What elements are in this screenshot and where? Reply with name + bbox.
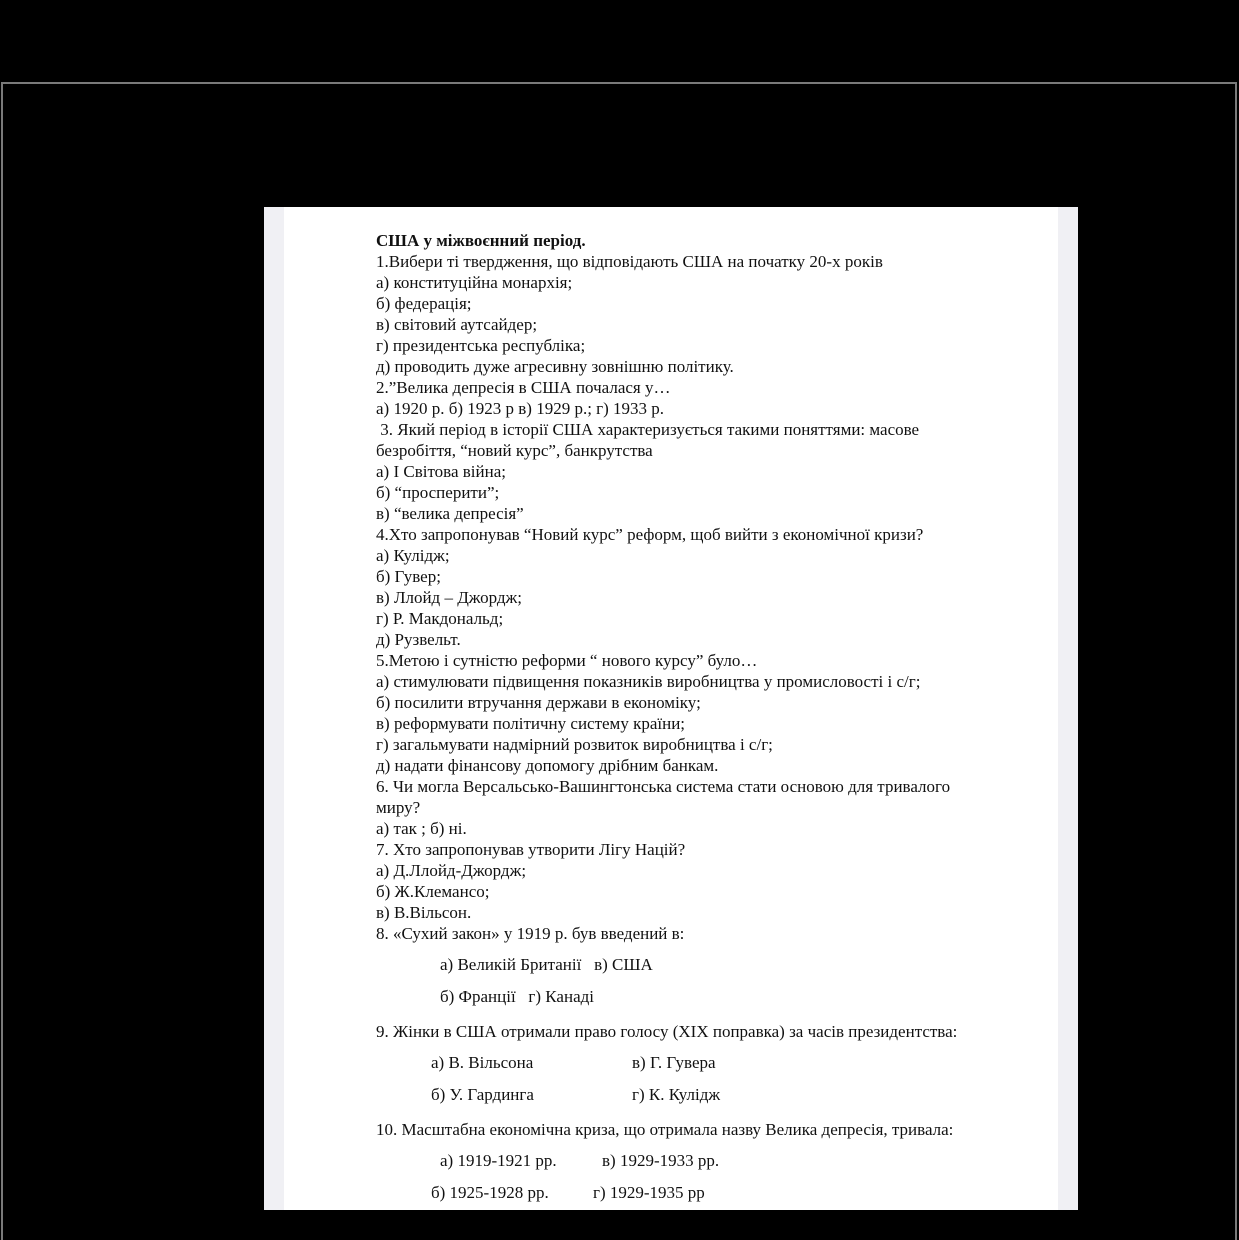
answer-row	[376, 1079, 1016, 1111]
answer-row	[376, 949, 1016, 981]
answer-option: а) конституційна монархія;	[376, 273, 573, 292]
question-2: 2.”Велика депресія в США почалася у…	[376, 378, 671, 397]
answer-row	[376, 981, 1016, 1013]
question-7: 7. Хто запропонував утворити Лігу Націй?	[376, 840, 686, 859]
question-3-line-1: 3. Який період в історії США характеризується такими поняттями: масове	[376, 420, 920, 439]
answer-option: а) 1919-1921 рр.	[440, 1151, 557, 1170]
answer-option: в) реформувати політичну систему країни;	[376, 714, 686, 733]
question-10: 10. Масштабна економічна криза, що отримала назву Велика депресія, тривала:	[376, 1120, 954, 1139]
answer-option: а) Кулідж;	[376, 546, 450, 565]
answer-options-line: а) так ; б) ні.	[376, 819, 467, 838]
answer-option: г) Р. Макдональд;	[376, 609, 504, 628]
question-1: 1.Вибери ті твердження, що відповідають США на початку 20-х років	[376, 252, 883, 271]
question-5: 5.Метою і сутністю реформи “ нового курсу” було…	[376, 651, 758, 670]
answer-option: б) федерація;	[376, 294, 472, 313]
answer-option: г) загальмувати надмірний розвиток виробництва і с/г;	[376, 735, 773, 754]
answer-option: в) Ллойд – Джордж;	[376, 588, 523, 607]
answer-option: а) стимулювати підвищення показників виробництва у промисловості і с/г;	[376, 672, 921, 691]
answer-option: а) В. Вільсона	[431, 1053, 534, 1072]
answer-option: а) Д.Ллойд-Джордж;	[376, 861, 527, 880]
question-8: 8. «Сухий закон» у 1919 р. був введений в:	[376, 924, 685, 943]
answer-option: в) Г. Гувера	[632, 1053, 716, 1072]
answer-options-line: а) 1920 р. б) 1923 р в) 1929 р.; г) 1933 р.	[376, 399, 665, 418]
answer-option: г) президентська республіка;	[376, 336, 586, 355]
answer-option: б) Франції г) Канаді	[440, 987, 594, 1006]
question-3-line-2: безробіття, “новий курс”, банкрутства	[376, 441, 653, 460]
document-sheet	[264, 207, 1078, 1210]
answer-option: а) І Світова війна;	[376, 462, 506, 481]
answer-row	[376, 1145, 1016, 1177]
question-4: 4.Хто запропонував “Новий курс” реформ, щоб вийти з економічної кризи?	[376, 525, 924, 544]
answer-option: в) “велика депресія”	[376, 504, 524, 523]
question-6-line-2: миру?	[376, 798, 421, 817]
answer-option: д) Рузвельт.	[376, 630, 461, 649]
answer-option: б) посилити втручання держави в економіку;	[376, 693, 701, 712]
document-text	[376, 230, 1016, 1209]
answer-option: в) 1929-1933 рр.	[602, 1151, 720, 1170]
top-bar	[0, 0, 1239, 82]
answer-row	[376, 1177, 1016, 1209]
answer-option: б) Ж.Клемансо;	[376, 882, 490, 901]
document-page[interactable]	[284, 207, 1058, 1210]
question-9: 9. Жінки в США отримали право голосу (XIX поправка) за часів президентства:	[376, 1022, 958, 1041]
answer-option: д) надати фінансову допомогу дрібним банкам.	[376, 756, 719, 775]
question-6-line-1: 6. Чи могла Версальсько-Вашингтонська система стати основою для тривалого	[376, 777, 951, 796]
answer-option: д) проводить дуже агресивну зовнішню політику.	[376, 357, 734, 376]
answer-option: б) У. Гардинга	[431, 1085, 534, 1104]
answer-row	[376, 1047, 1016, 1079]
answer-option: г) К. Кулідж	[632, 1085, 721, 1104]
answer-option: б) 1925-1928 рр.	[431, 1183, 549, 1202]
answer-option: б) “просперити”;	[376, 483, 500, 502]
document-title: США у міжвоєнний період.	[376, 231, 586, 250]
answer-option: б) Гувер;	[376, 567, 441, 586]
answer-option: а) Великій Британії в) США	[440, 955, 653, 974]
answer-option: в) світовий аутсайдер;	[376, 315, 538, 334]
answer-option: в) В.Вільсон.	[376, 903, 472, 922]
answer-option: г) 1929-1935 рр	[593, 1183, 705, 1202]
